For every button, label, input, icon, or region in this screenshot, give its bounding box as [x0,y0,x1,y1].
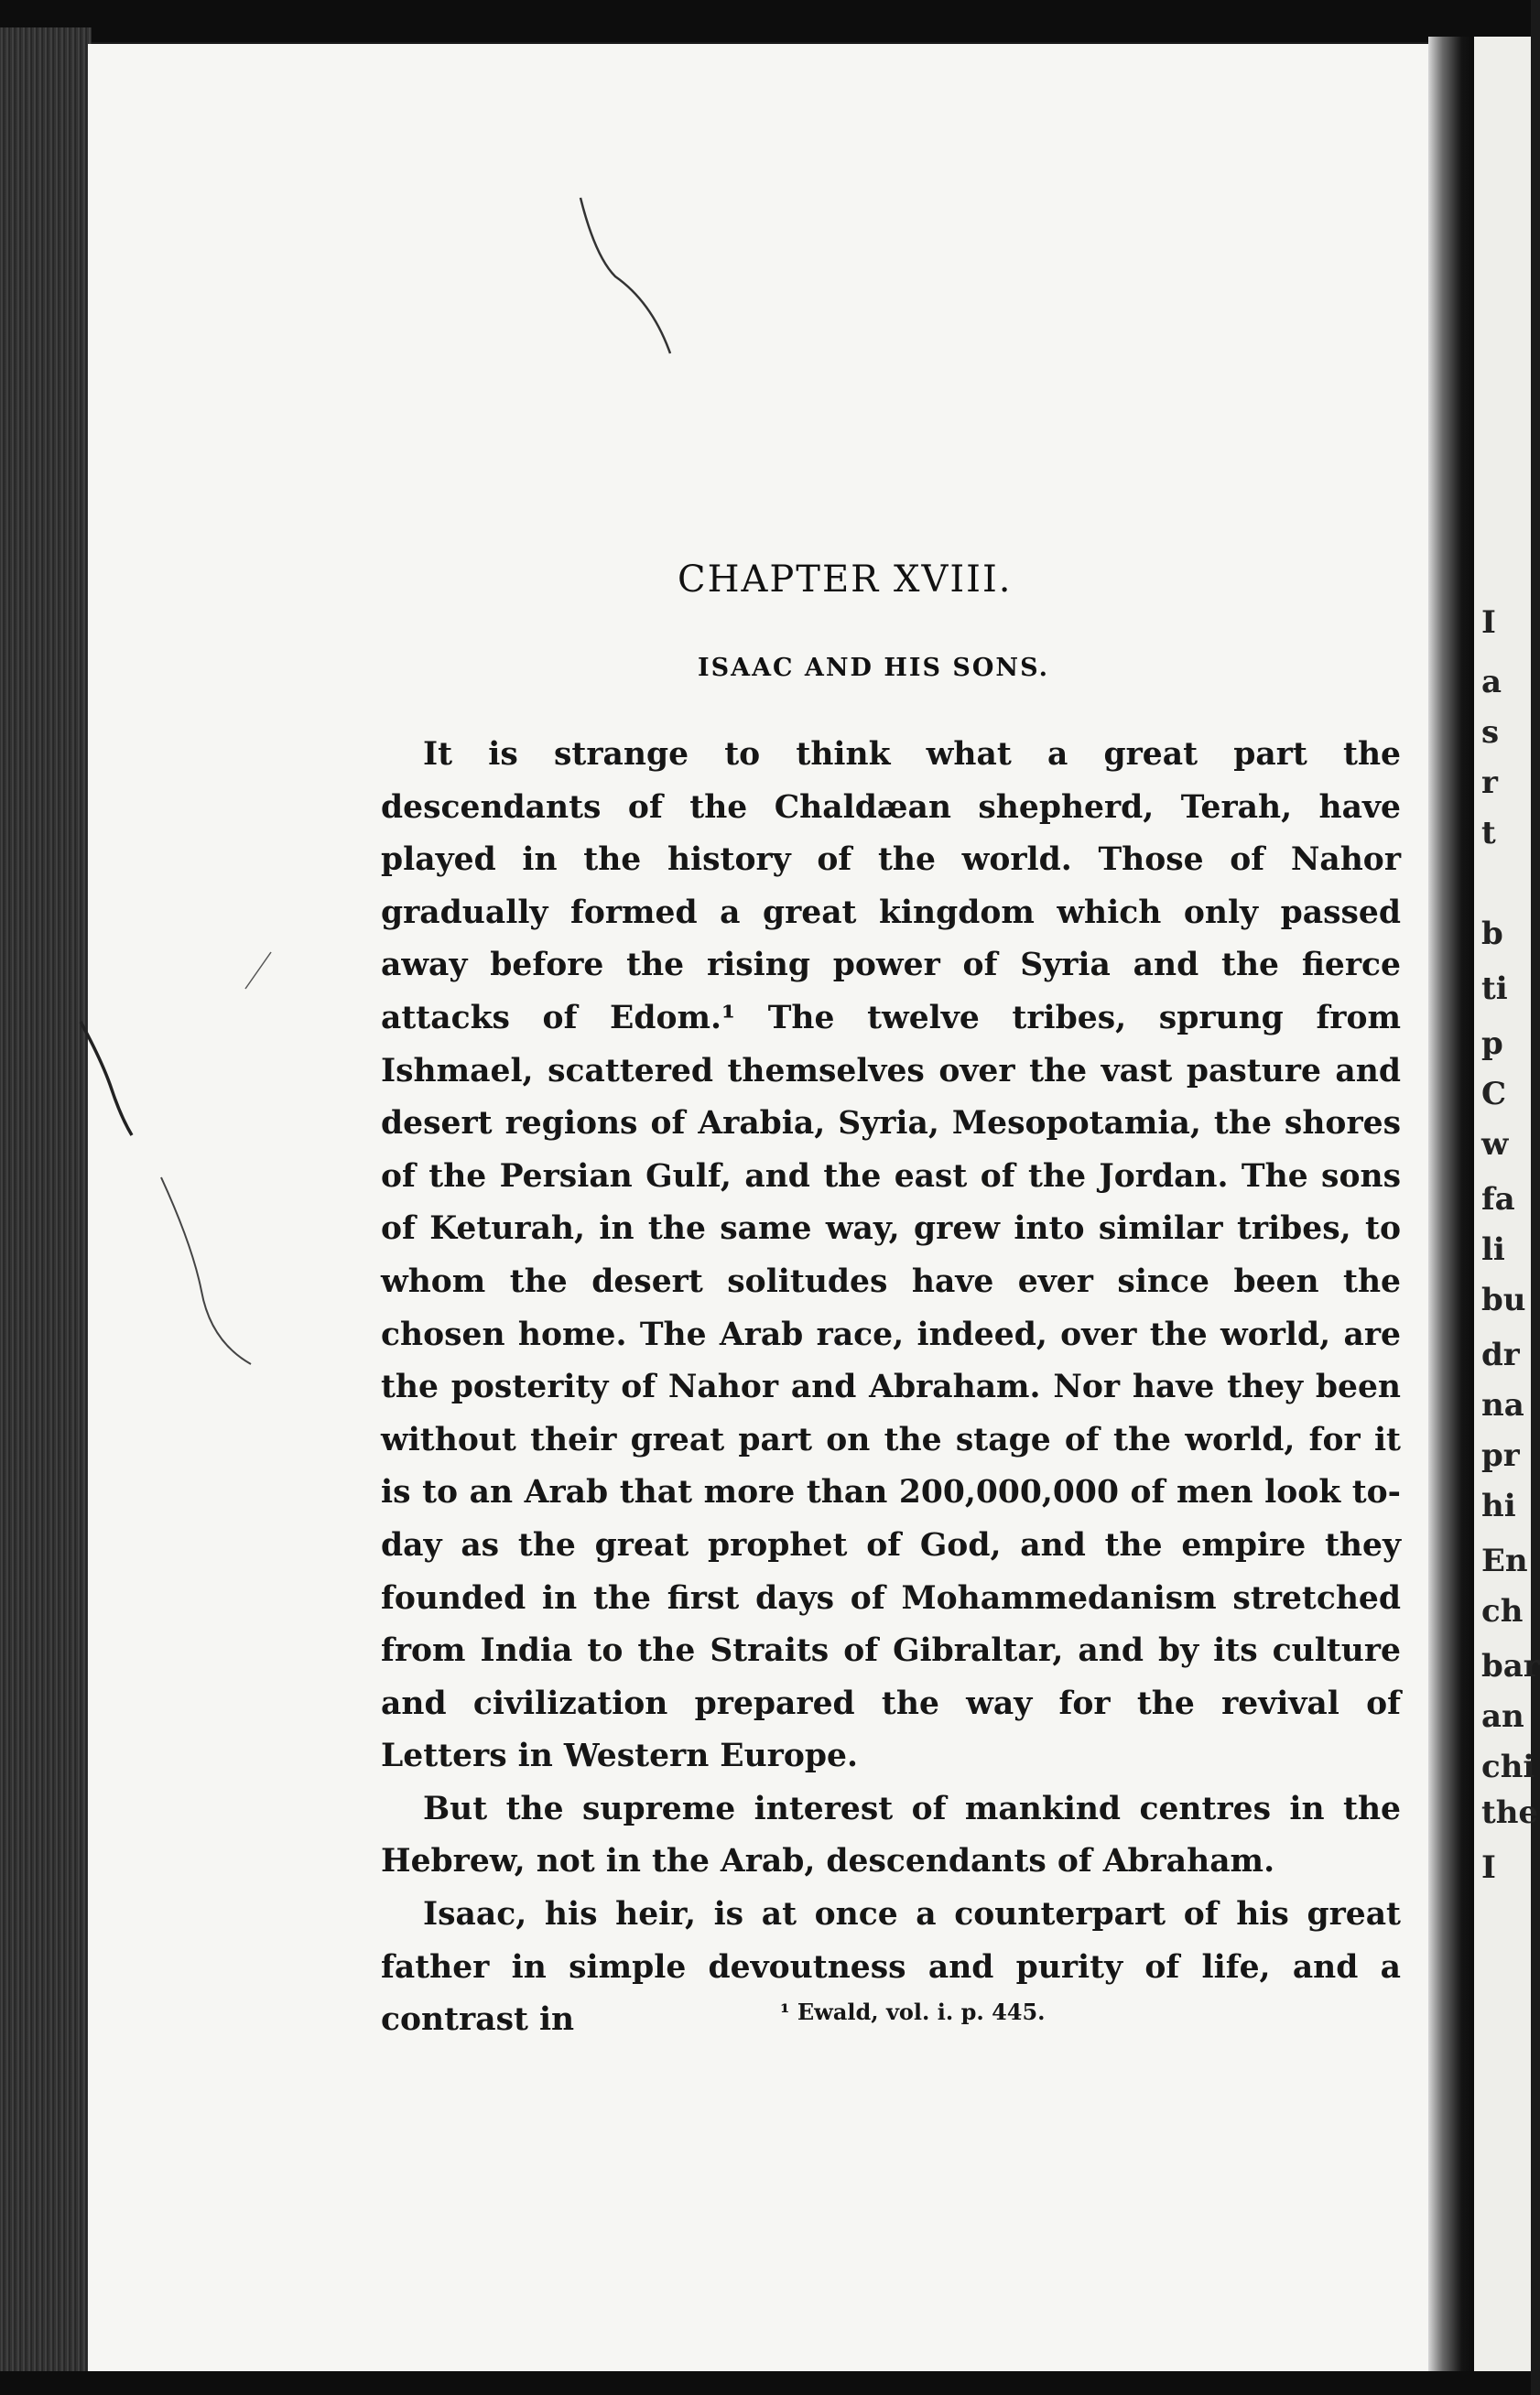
pencil-mark-left-3 [240,948,277,994]
body-text [381,729,1401,2047]
pencil-mark-left-2 [156,1172,256,1373]
facing-page-fragment: w [1481,1126,1509,1163]
facing-page-fragment: b [1481,916,1503,952]
chapter-heading: CHAPTER XVIII. [678,558,1013,601]
book-page-edges [0,27,92,2380]
facing-page-fragment: I [1481,604,1496,641]
facing-page [1474,37,1540,2380]
facing-page-fragment: ch [1481,1593,1524,1630]
facing-page-fragment: hi [1481,1488,1516,1524]
pencil-mark-left-1 [75,1016,139,1144]
facing-page-fragment: pr [1481,1437,1520,1474]
pencil-mark-top [568,192,678,357]
facing-page-fragment: bar [1481,1648,1540,1685]
facing-page-fragment: fa [1481,1181,1515,1218]
book-gutter [1428,37,1476,2380]
facing-page-fragment: r [1481,764,1498,801]
facing-page-fragment: C [1481,1076,1507,1112]
scan-border-top [0,0,1531,42]
facing-page-fragment: s [1481,714,1500,751]
facing-page-fragment: bu [1481,1282,1526,1318]
footnote: ¹ Ewald, vol. i. p. 445. [780,1999,1046,2025]
facing-page-fragment: p [1481,1025,1503,1062]
paragraph-3: Isaac, his heir, is at once a counterpart of his great father in simple devoutness and purity of life, and a contrast in [381,1896,1401,2039]
facing-page-fragment: an [1481,1698,1524,1735]
facing-page-fragment: li [1481,1231,1505,1268]
facing-page-fragment: I [1481,1849,1496,1886]
facing-page-fragment: ti [1481,970,1508,1007]
facing-page-fragment: dr [1481,1337,1520,1373]
facing-page-fragment: chi [1481,1749,1535,1785]
chapter-subtitle: ISAAC AND HIS SONS. [698,654,1050,682]
facing-page-fragment: the [1481,1794,1539,1831]
facing-page-fragment: na [1481,1387,1524,1424]
paragraph-2: But the supreme interest of mankind centres in the Hebrew, not in the Arab, descendants of Abraham. [381,1790,1401,1880]
facing-page-fragment: En [1481,1543,1528,1579]
scan-border-bottom [0,2371,1531,2395]
facing-page-fragment: t [1481,815,1496,851]
facing-page-fragment: a [1481,664,1502,700]
paragraph-1: It is strange to think what a great part the descendants of the Chaldæan shepherd, Terah, have played in the history of the world. Those of Nahor gradually formed a great kingdom which only passed away before the rising power of Syria and the fierce attacks of Edom.¹ The twelve tribes, sprung from Ishmael, scattered themselves over the vast pasture and desert regions of Arabia, Syria, Mesopotamia, the shores of the Persian Gulf, and the east of the Jordan. The sons of Keturah, in the same way, grew into similar tribes, to whom the desert solitudes have ever since been the chosen home. The Arab race, indeed, over the world, are the posterity of Nahor and Abraham. Nor have they been without their great part on the stage of the world, for it is to an Arab that more than 200,000,000 of men look to-day as the great prophet of God, and the empire they founded in the first days of Mohammedanism stretched from India to the Straits of Gibraltar, and by its culture and civilization prepared the way for the revival of Letters in Western Europe. [381,736,1401,1775]
